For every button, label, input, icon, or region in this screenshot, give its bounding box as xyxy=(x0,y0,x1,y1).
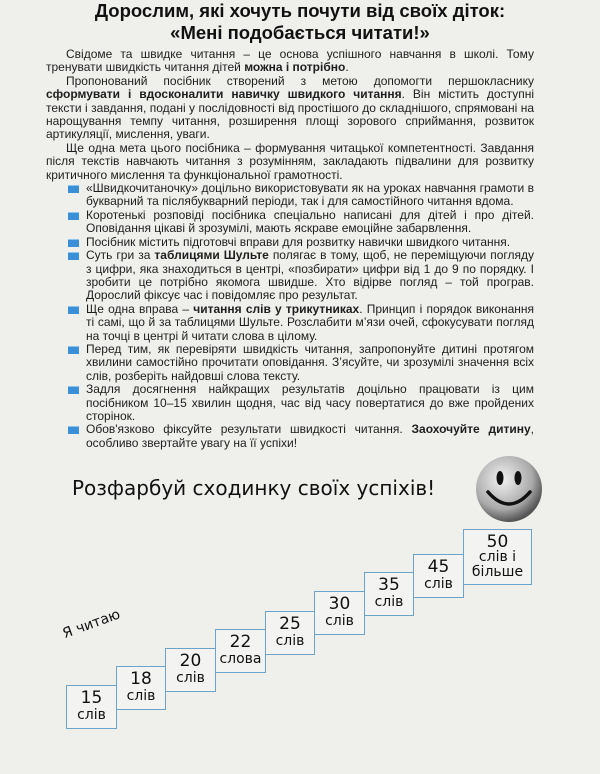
step-number: 45 xyxy=(427,557,450,577)
step-number: 25 xyxy=(279,614,301,634)
step-number: 22 xyxy=(229,632,252,652)
title-line-2: «Мені подобається читати!» xyxy=(170,22,430,43)
ladder-section xyxy=(0,14,600,774)
step-number: 35 xyxy=(378,575,400,595)
step-number: 50 xyxy=(486,531,509,552)
text: «Швидкочитаночку» доцільно використовувати як на уроках навчання грамоти в букварний та післябукварний періоди, так і для самостійного читання вдома. xyxy=(86,181,534,209)
ladder-step-30[interactable] xyxy=(314,591,365,635)
ladder-step-25[interactable] xyxy=(265,611,315,655)
ladder-heading: Розфарбуй сходинку своїх успіхів! xyxy=(72,476,436,500)
start-label: Я читаю xyxy=(60,606,123,642)
smiley-icon xyxy=(474,454,544,524)
text: Ще одна мета цього посібника – формування читацької компетентності. Завдання після текстів навчають читання з розумінням, закладають підвалини для розвитку критичного мислення та функціональної грамотності. xyxy=(46,140,534,182)
text: , особливо звертайте увагу на її успіхи! xyxy=(86,422,534,450)
step-word: слів xyxy=(176,670,205,686)
step-word: слів xyxy=(374,594,404,610)
text: полягає в тому, щоб, не переміщуючи погляду з цифри, яка знаходиться в центрі, «позбирати» цифри від 1 до 9 по порядку. І зробити це потрібно якомога швидше. Хто відірве погляд – той програв. Дорослий фіксує час і повідомляє про результат. xyxy=(86,248,534,303)
ladder-step-15[interactable] xyxy=(66,685,117,729)
bold-text: читання слів у трикутниках xyxy=(193,301,360,316)
text: Суть гри за xyxy=(86,248,155,263)
bold-text: таблицями Шульте xyxy=(154,248,269,263)
text: Свідоме та швидке читання – це основа успішного навчання в школі. Тому тренувати швидкість читання дітей xyxy=(46,47,534,75)
step-word: слів xyxy=(126,688,156,704)
step-word: слова xyxy=(219,651,262,667)
text: Посібник містить підготовчі вправи для розвитку навички швидкого читання. xyxy=(86,234,511,249)
ladder-step-18[interactable] xyxy=(116,666,166,710)
text: . Він містить доступні тексти і завдання, подані у послідовності від простішого до складнішого, спрямовані на нарощування темпу читання, розширення площі зорового сприймання, розвиток артикуляції, мислення, уваги. xyxy=(46,87,534,142)
text: Обов'язково фіксуйте результати швидкості читання. xyxy=(86,422,412,437)
bold-text: Заохочуйте дитину xyxy=(411,422,531,437)
ladder-step-35[interactable] xyxy=(364,572,414,616)
text: . Принцип і порядок виконання ті самі, що й за таблицями Шульте. Розслабити м’язи очей, сфокусувати погляд на точці в центрі й читати слова в цілому. xyxy=(86,301,535,343)
text: Ще одна вправа – xyxy=(86,301,194,316)
text: Пропонований посібник створений з метою допомогти першокласнику xyxy=(66,73,534,88)
step-number: 18 xyxy=(130,669,152,689)
ladder-step-50[interactable] xyxy=(463,529,532,585)
text: Перед тим, як перевіряти швидкість читання, запропонуйте дитині протягом хвилини самостійно прочитати оповідання. З’ясуйте, чи зрозумілі значення всіх слів, розберіть найдовші слова тексту. xyxy=(86,341,534,383)
bold-text: сформувати і вдосконалити навичку швидкого читання xyxy=(46,87,402,102)
text: Задля досягнення найкращих результатів доцільно працювати із цим посібником 10–15 хвилин щодня, час від часу повертатися до вже пройдених сторінок. xyxy=(86,382,534,423)
text: Коротенькі розповіді посібника спеціально написані для дітей і про дітей. Оповідання цікаві й зрозумілі, мають яскраве емоційне забарвлення. xyxy=(86,207,534,236)
step-word: слів xyxy=(424,576,453,592)
title-line-1: Дорослим, які хочуть почути від своїх діток: xyxy=(94,0,506,21)
step-word: слів і більше xyxy=(471,548,524,580)
bold-text: можна і потрібно xyxy=(244,60,346,75)
ladder-step-22[interactable] xyxy=(215,629,266,673)
ladder-step-45[interactable] xyxy=(413,554,464,598)
step-word: слів xyxy=(275,633,305,649)
step-number: 15 xyxy=(80,688,103,708)
step-number: 30 xyxy=(328,594,351,614)
text: . xyxy=(345,60,349,75)
step-word: слів xyxy=(77,707,106,723)
ladder-step-20[interactable] xyxy=(165,648,216,692)
step-word: слів xyxy=(325,613,354,629)
step-number: 20 xyxy=(179,651,202,671)
